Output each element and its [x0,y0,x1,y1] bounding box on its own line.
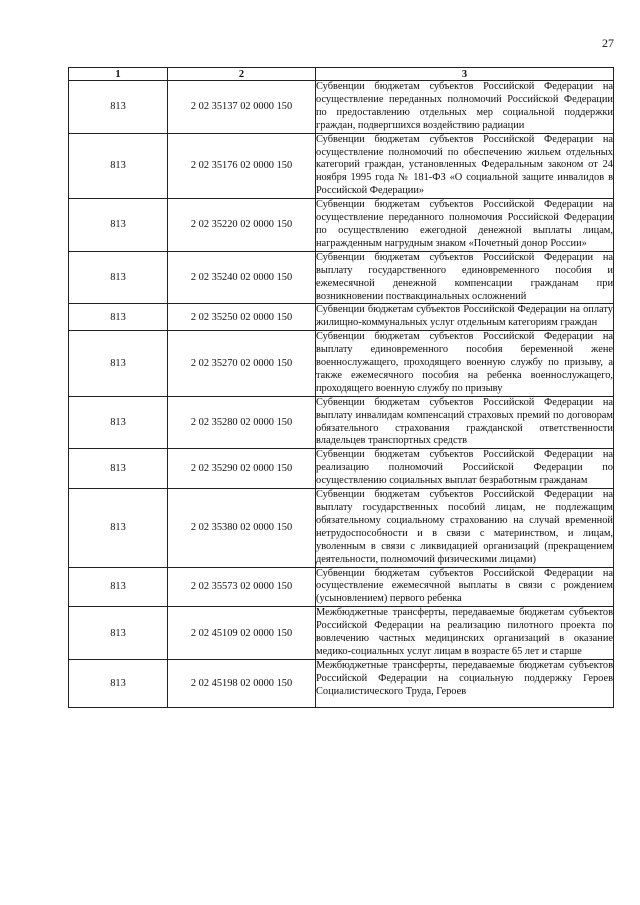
description-cell: Межбюджетные трансферты, передаваемые бюджетам субъектов Российской Федерации на реализацию пилотного проекта по вовлечению частных медицинских организаций в оказание медико-социальных услуг лицам в возрасте 65 лет и старше [316,607,614,660]
description-cell: Субвенции бюджетам субъектов Российской Федерации на осуществление полномочий по обеспечению жильем отдельных категорий граждан, установленных Федеральным законом от 24 ноября 1995 года № 181-ФЗ «О социальной защите инвалидов в Российской Федерации» [316,133,614,199]
budget-code-cell: 2 02 35280 02 0000 150 [168,396,316,449]
table-row [69,489,614,567]
admin-code-cell: 813 [69,396,168,449]
description-cell: Субвенции бюджетам субъектов Российской Федерации на выплату государственных пособий лицам, не подлежащим обязательному социальному страхованию на случай временной нетрудоспособности и в связи с материнством, и лицам, уволенным в связи с ликвидацией организаций (прекращением деятельности, полномочий физическими лицами) [316,489,614,567]
budget-code-cell: 2 02 35380 02 0000 150 [168,489,316,567]
table-row [69,199,614,252]
admin-code-cell: 813 [69,133,168,199]
table-header-row [69,68,614,81]
admin-code-cell: 813 [69,449,168,489]
budget-code-cell: 2 02 35250 02 0000 150 [168,304,316,331]
column-header-2: 2 [168,68,316,81]
table-row [69,331,614,397]
page-number: 27 [602,36,614,50]
table-row [69,567,614,607]
description-cell: Субвенции бюджетам субъектов Российской Федерации на выплату государственного единовременного пособия и ежемесячной денежной компенсации гражданам при возникновении поствакцинальных осложнений [316,251,614,304]
table-row [69,396,614,449]
admin-code-cell: 813 [69,304,168,331]
description-cell: Субвенции бюджетам субъектов Российской Федерации на осуществление переданного полномочия Российской Федерации по осуществлению ежегодной денежной выплаты лицам, награжденным нагрудным знаком «Почетный донор России» [316,199,614,252]
budget-code-cell: 2 02 35220 02 0000 150 [168,199,316,252]
table-row [69,449,614,489]
column-header-1: 1 [69,68,168,81]
budget-code-cell: 2 02 35176 02 0000 150 [168,133,316,199]
table-row [69,133,614,199]
admin-code-cell: 813 [69,81,168,134]
description-cell: Субвенции бюджетам субъектов Российской Федерации на оплату жилищно-коммунальных услуг отдельным категориям граждан [316,304,614,331]
table-row [69,659,614,707]
admin-code-cell: 813 [69,567,168,607]
budget-code-cell: 2 02 45109 02 0000 150 [168,607,316,660]
table-row [69,251,614,304]
table-row [69,81,614,134]
description-cell: Субвенции бюджетам субъектов Российской Федерации на осуществление ежемесячной выплаты в связи с рождением (усыновлением) первого ребенка [316,567,614,607]
budget-code-cell: 2 02 35270 02 0000 150 [168,331,316,397]
admin-code-cell: 813 [69,251,168,304]
admin-code-cell: 813 [69,331,168,397]
budget-code-cell: 2 02 35137 02 0000 150 [168,81,316,134]
budget-code-cell: 2 02 45198 02 0000 150 [168,659,316,707]
admin-code-cell: 813 [69,607,168,660]
column-header-3: 3 [316,68,614,81]
admin-code-cell: 813 [69,489,168,567]
description-text: Межбюджетные трансферты, передаваемые бюджетам субъектов Российской Федерации на социальную поддержку Героев Социалистического Труда, Героев [316,659,613,697]
table-row [69,304,614,331]
revenue-codes-table [68,67,614,708]
table-row [69,607,614,660]
description-cell [316,659,614,707]
description-cell: Субвенции бюджетам субъектов Российской Федерации на выплату инвалидам компенсаций страховых премий по договорам обязательного страхования гражданской ответственности владельцев транспортных средств [316,396,614,449]
description-cell: Субвенции бюджетам субъектов Российской Федерации на выплату единовременного пособия беременной жене военнослужащего, проходящего военную службу по призыву, а также ежемесячного пособия на ребенка военнослужащего, проходящего военную службу по призыву [316,331,614,397]
description-cell: Субвенции бюджетам субъектов Российской Федерации на осуществление переданных полномочий Российской Федерации по предоставлению отдельных мер социальной поддержки граждан, подвергшихся воздействию радиации [316,81,614,134]
budget-code-cell: 2 02 35290 02 0000 150 [168,449,316,489]
admin-code-cell: 813 [69,659,168,707]
description-cell: Субвенции бюджетам субъектов Российской Федерации на реализацию полномочий Российской Федерации по осуществлению социальных выплат безработным гражданам [316,449,614,489]
budget-code-cell: 2 02 35240 02 0000 150 [168,251,316,304]
budget-code-cell: 2 02 35573 02 0000 150 [168,567,316,607]
admin-code-cell: 813 [69,199,168,252]
